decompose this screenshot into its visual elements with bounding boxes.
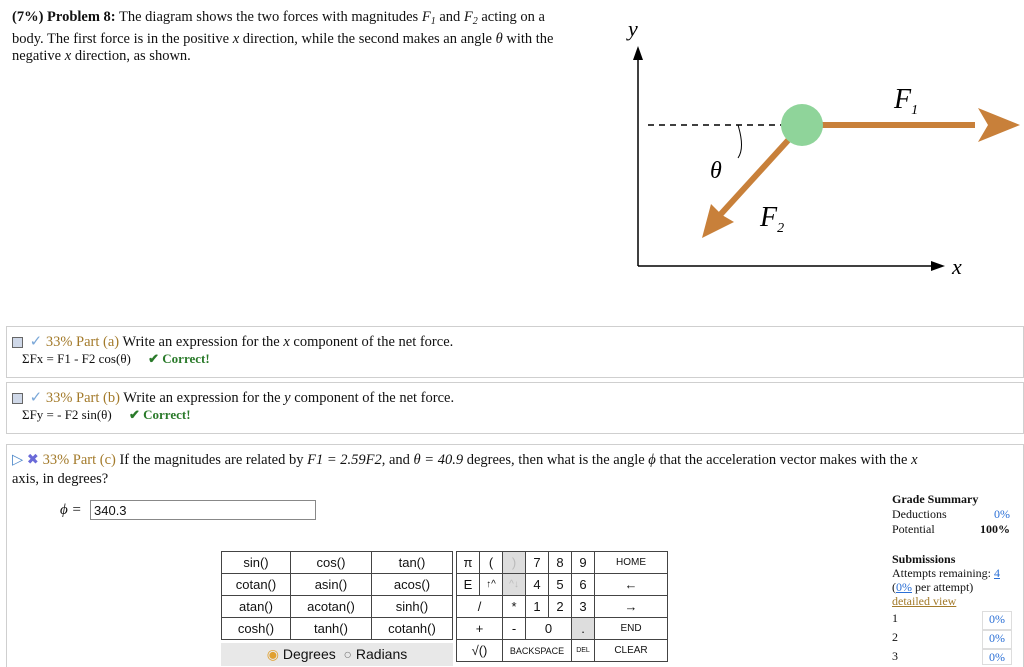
grade-summary-title: Grade Summary <box>892 492 979 506</box>
part-b-label: 33% Part (b) <box>45 390 120 406</box>
part-c-relation: F1 = 2.59F2 <box>307 452 382 468</box>
key-3[interactable]: 3 <box>572 596 595 618</box>
degrees-radio[interactable]: ◉ <box>266 646 279 662</box>
key-e[interactable]: E <box>457 574 480 596</box>
deductions-value: 0% <box>994 507 1010 521</box>
part-c-text: degrees, then what is the angle <box>466 452 645 468</box>
expand-triangle-icon[interactable]: ▷ <box>12 452 24 468</box>
part-b-text: Write an expression for the <box>123 390 281 406</box>
key-0[interactable]: 0 <box>526 618 572 640</box>
checkmark-icon: ✓ <box>29 390 43 406</box>
key-clear[interactable]: CLEAR <box>595 640 668 662</box>
part-a-text2: component of the net force. <box>293 334 454 350</box>
key-pi[interactable]: π <box>457 552 480 574</box>
key-open-paren[interactable]: ( <box>480 552 503 574</box>
deductions-label: Deductions <box>892 507 947 521</box>
part-a-var: x <box>283 334 290 350</box>
problem-text: with the <box>506 30 554 47</box>
key-5[interactable]: 5 <box>549 574 572 596</box>
key-sqrt[interactable]: √() <box>457 640 503 662</box>
phi-label: ϕ = <box>60 502 82 518</box>
submission-number: 2 <box>892 630 898 644</box>
part-a-label: 33% Part (a) <box>45 334 120 350</box>
key-divide[interactable]: / <box>457 596 503 618</box>
key-tanh[interactable]: tanh() <box>290 618 371 640</box>
collapse-icon[interactable] <box>12 393 23 404</box>
x-var: x <box>232 30 240 47</box>
key-4[interactable]: 4 <box>526 574 549 596</box>
per-attempt-pct: 0% <box>896 580 912 594</box>
y-axis-arrow <box>633 46 643 60</box>
key-cos[interactable]: cos() <box>290 552 371 574</box>
problem-text: direction, while the second makes an angle <box>242 30 492 47</box>
problem-text: The diagram shows the two forces with magnitudes <box>119 9 419 25</box>
part-c-x: x <box>911 452 918 468</box>
problem-text: direction, as shown. <box>74 48 191 64</box>
numeric-keypad <box>456 551 668 662</box>
wrong-x-icon: ✖ <box>26 452 39 468</box>
angle-arc <box>738 125 742 158</box>
part-b-header <box>12 388 454 407</box>
radians-radio[interactable]: ○ <box>343 646 352 662</box>
key-subscript[interactable]: ^↓ <box>503 574 526 596</box>
function-keypad <box>221 551 453 640</box>
checkmark-icon: ✓ <box>29 334 43 350</box>
potential-label: Potential <box>892 522 935 536</box>
force-diagram <box>620 8 1020 298</box>
problem-text: acting on a <box>481 9 545 25</box>
part-b-var: y <box>284 390 291 406</box>
part-c-label: 33% Part (c) <box>42 452 116 468</box>
key-close-paren[interactable]: ) <box>503 552 526 574</box>
part-c-text: If the magnitudes are related by <box>119 452 304 468</box>
key-9[interactable]: 9 <box>572 552 595 574</box>
submission-score: 0% <box>982 649 1012 665</box>
key-7[interactable]: 7 <box>526 552 549 574</box>
key-atan[interactable]: atan() <box>222 596 291 618</box>
key-6[interactable]: 6 <box>572 574 595 596</box>
part-c-phi: ϕ <box>648 452 656 468</box>
key-acotan[interactable]: acotan() <box>290 596 371 618</box>
part-b-answer: ΣFy = - F2 sin(θ) <box>22 407 112 422</box>
submission-number: 1 <box>892 611 898 625</box>
part-b-status: ✔ Correct! <box>129 407 191 422</box>
submission-number: 3 <box>892 649 898 663</box>
key-cosh[interactable]: cosh() <box>222 618 291 640</box>
key-2[interactable]: 2 <box>549 596 572 618</box>
f2-label: $F_2$ <box>760 202 785 236</box>
submission-score: 0% <box>982 611 1012 630</box>
submission-score: 0% <box>982 630 1012 649</box>
key-backspace[interactable]: BACKSPACE <box>503 640 572 662</box>
angle-mode-row <box>221 643 453 666</box>
key-cotan[interactable]: cotan() <box>222 574 291 596</box>
part-c-text: axis, in degrees? <box>12 471 109 487</box>
key-decimal[interactable]: . <box>572 618 595 640</box>
answer-input[interactable]: 340.3 <box>90 500 316 520</box>
key-1[interactable]: 1 <box>526 596 549 618</box>
f1-symbol: $F_1$ <box>421 9 436 27</box>
attempts-value: 4 <box>993 566 1000 580</box>
theta-var: θ <box>495 30 503 47</box>
collapse-icon[interactable] <box>12 337 23 348</box>
key-acos[interactable]: acos() <box>371 574 452 596</box>
problem-header: (7%) Problem 8: <box>12 9 116 25</box>
f1-label: $F_1$ <box>894 84 919 118</box>
key-tan[interactable]: tan() <box>371 552 452 574</box>
x-axis-arrow <box>931 261 945 271</box>
key-superscript[interactable]: ↑^ <box>480 574 503 596</box>
part-a-status: ✔ Correct! <box>148 351 210 366</box>
problem-statement: (7%) Problem 8: The diagram shows the two forces with magnitudes $F_1$ and $F_2$ acting on a body. The first force is in the positive x direction, while the second makes an angle θ with the negative x direction, as shown. <box>12 9 554 64</box>
x-axis-label: x <box>952 254 962 279</box>
body-circle <box>781 104 823 146</box>
f2-symbol: $F_2$ <box>463 9 478 27</box>
key-left-arrow[interactable]: ← <box>595 574 668 596</box>
key-sin[interactable]: sin() <box>222 552 291 574</box>
theta-label: θ <box>710 158 722 184</box>
submissions-panel: Submissions Attempts remaining: 4 (0% per attempt) detailed view 1 0% 2 0% 3 0% <box>892 552 1012 665</box>
key-end[interactable]: END <box>595 618 668 640</box>
part-c-text: that the acceleration vector makes with the <box>659 452 908 468</box>
part-c-text: , and <box>381 452 410 468</box>
degrees-label: Degrees <box>282 646 336 662</box>
key-minus[interactable]: - <box>503 618 526 640</box>
y-axis-label: y <box>628 16 638 41</box>
detailed-view-link[interactable]: detailed view <box>892 594 957 608</box>
part-a-text: Write an expression for the <box>122 334 280 350</box>
part-c-theta: θ = 40.9 <box>413 452 464 468</box>
key-plus[interactable]: + <box>457 618 503 640</box>
part-a-header <box>12 332 453 351</box>
key-right-arrow[interactable]: → <box>595 596 668 618</box>
potential-value: 100% <box>980 522 1010 536</box>
key-asin[interactable]: asin() <box>290 574 371 596</box>
key-8[interactable]: 8 <box>549 552 572 574</box>
part-c-header <box>12 451 1012 489</box>
radians-label: Radians <box>355 646 408 662</box>
f1-arrowhead <box>978 108 1020 142</box>
part-a-answer: ΣFx = F1 - F2 cos(θ) <box>22 351 131 366</box>
key-sinh[interactable]: sinh() <box>371 596 452 618</box>
key-home[interactable]: HOME <box>595 552 668 574</box>
submissions-title: Submissions <box>892 552 956 566</box>
grade-summary <box>892 492 1010 537</box>
attempts-label: Attempts remaining: <box>892 566 991 580</box>
key-del[interactable]: DEL <box>572 640 595 662</box>
key-cotanh[interactable]: cotanh() <box>371 618 452 640</box>
x-var: x <box>64 48 72 64</box>
part-b-answer-row <box>22 407 191 423</box>
problem-text: body. The first force is in the positive <box>12 30 230 47</box>
part-b-text2: component of the net force. <box>294 390 455 406</box>
key-multiply[interactable]: * <box>503 596 526 618</box>
problem-text: negative <box>12 48 62 64</box>
part-a-answer-row <box>22 351 210 367</box>
per-attempt-label: per attempt) <box>915 580 974 594</box>
